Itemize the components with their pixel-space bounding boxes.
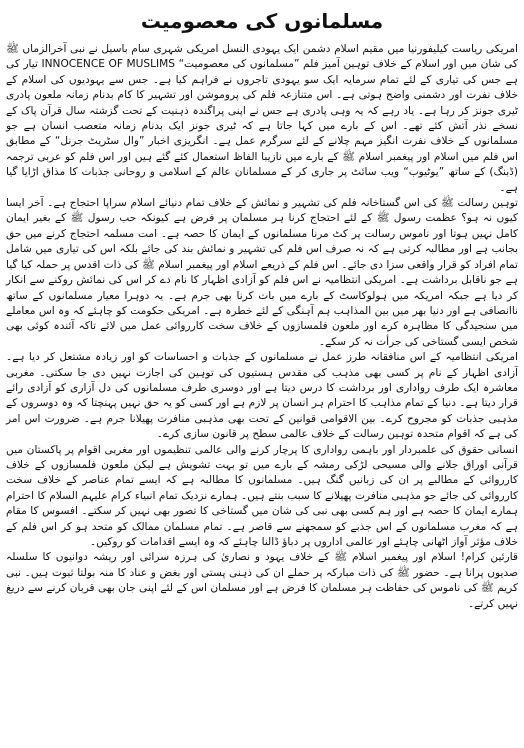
article-paragraph-5: قارئین کرام! اسلام اور پیغمبر اسلام ﷺ کے خلاف یہود و نصاریٰ کی ہرزہ سرائی اور ریشہ دوانیوں کا سلسلہ صدیوں پرانا ہے۔ حضور ﷺ کی ذات مبارکہ پر حملے ان کی ذہنی پستی اور بغض و عناد کا منہ بولتا ثبوت ہیں۔ نبی کریم ﷺ کی ناموس کی حفاظت ہر مسلمان کا فرض ہے اور مسلمان اس کے لئے اپنی جان بھی قربان کرنے سے دریغ نہیں کرتے۔ [6,551,518,610]
article-paragraph-3: امریکی انتظامیہ کے اس منافقانہ طرز عمل نے مسلمانوں کے جذبات و احساسات کو اور زیادہ مشتعل کر دیا ہے۔ آزادی اظہار کے نام پر کسی بھی مذہب کی مقدس ہستیوں کی توہین کی اجازت نہیں دی جا سکتی۔ مغربی معاشرہ ایک طرف رواداری اور برداشت کا درس دیتا ہے اور دوسری طرف مسلمانوں کی دل آزاری کو آزادی رائے قرار دیتا ہے۔ دنیا کے تمام مذاہب کا احترام ہر انسان پر لازم ہے اور کسی کو یہ حق نہیں پہنچتا کہ وہ دوسروں کے مذہبی جذبات کو مجروح کرے۔ بین الاقوامی قوانین کے تحت بھی مذہبی منافرت پھیلانا جرم ہے۔ ضرورت اس امر کی ہے کہ اقوام متحدہ توہین رسالت کے خلاف عالمی سطح پر قانون سازی کرے۔ [6,351,518,441]
article-title: مسلمانوں کی معصومیت [140,9,384,33]
article-body [6,42,518,612]
article-paragraph-2: توہین رسالت ﷺ کی اس گستاخانہ فلم کی تشہیر و نمائش کے خلاف تمام دنیائے اسلام سراپا احتجاج ہے۔ آخر ایسا کیوں نہ ہو؟ عظمت رسول ﷺ کے لئے احتجاج کرنا ہر مسلمان پر فرض ہے کیونکہ حب رسول ﷺ کے بغیر ایمان کامل نہیں ہوتا اور ناموس رسالت پر کٹ مرنا مسلمانوں کے ایمان کا حصہ ہے۔ امت مسلمہ احتجاج کرنے میں حق بجانب ہے اور مطالبہ کرتی ہے کہ نہ صرف اس فلم کی تشہیر و نمائش بند کی جائے بلکہ اس کی تیاری میں شامل تمام افراد کو قرار واقعی سزا دی جائے۔ اس فلم کے ذریعے اسلام اور پیغمبر اسلام ﷺ کی ذات اقدس پر حملہ کیا گیا ہے جو ناقابل برداشت ہے۔ امریکی انتظامیہ نے اس فلم کو آزادی اظہار کا نام دے کر اس کی نمائش روکنے سے انکار کر دیا ہے جبکہ امریکہ میں ہولوکاسٹ کے بارے میں بات کرنا بھی جرم ہے۔ یہ دوہرا معیار مسلمانوں کے ساتھ ناانصافی ہے اور دنیا بھر میں بین المذاہب ہم آہنگی کے لئے خطرہ ہے۔ امریکی حکومت کو چاہئے کہ وہ اس معاملے میں سنجیدگی کا مظاہرہ کرے اور ملعون فلمسازوں کے خلاف سخت کارروائی عمل میں لائے تاکہ آئندہ کوئی بھی شخص ایسی گستاخی کی جرأت نہ کر سکے۔ [6,197,518,348]
article-paragraph-1: امریکی ریاست کیلیفورنیا میں مقیم اسلام دشمن ایک یہودی النسل امریکی شہری سام باسیل نے نبی آخرالزماں ﷺ کی شان میں اور اسلام کے خلاف توہین آمیز فلم ”مسلمانوں کی معصومیت“ INNOCENCE OF MUSLIMS تیار کی ہے جس کی تیاری کے لئے تمام سرمایہ ایک سو یہودی تاجروں نے فراہم کیا ہے۔ جس سے یہودیوں کی اسلام کے خلاف نفرت اور دشمنی واضح ہوتی ہے۔ اس متنازعہ فلم کی پروموشن اور تشہیر کا کام بدنام زمانہ ملعون پادری ٹیری جونز کر رہا ہے۔ یاد رہے کہ یہ وہی پادری ہے جس نے اپنی پراگندہ ذہنیت کے تحت گزشتہ سال قرآن پاک کے نسخے نذر آتش کئے تھے۔ اس کے بارے میں کہا جاتا ہے کہ ٹیری جونز ایک بدنام زمانہ متعصب انسان ہے جو مسلمانوں کے خلاف نفرت انگیز مہم چلانے کے لئے سرگرم عمل ہے۔ انگریزی اخبار ”وال سٹریٹ جرنل“ کے مطابق اس فلم میں اسلام اور پیغمبر اسلام ﷺ کے بارے میں نازیبا الفاظ استعمال کئے گئے ہیں اور اس فلم کو عربی ترجمہ (ڈبنگ) کے ساتھ ”یوٹیوب“ ویب سائٹ پر جاری کر کے مسلمانان عالم کے اسلامی و روحانی جذبات کا مذاق اڑایا گیا ہے۔ [6,43,518,194]
article-paragraph-4: انسانی حقوق کی علمبردار اور باہمی رواداری کا پرچار کرنے والی عالمی تنظیموں اور مغربی اقوام پر پاکستان میں قرآنی اوراق جلانے والی مسیحی لڑکی رمشہ کے بارے میں تو بہت تشویش ہے لیکن ملعون فلمسازوں کے خلاف کارروائی کے مطالبے پر ان کی زبانیں گنگ ہیں۔ مسلمانوں کا مطالبہ ہے کہ ایسے تمام عناصر کے خلاف سخت کارروائی کی جائے جو مذہبی منافرت پھیلانے کا سبب بنتے ہیں۔ ہمارے نزدیک تمام انبیاء کرام علیہم السلام کا احترام ہمارے ایمان کا حصہ ہے اور ہم کسی بھی نبی کی شان میں گستاخی کا تصور بھی نہیں کر سکتے۔ افسوس کا مقام ہے کہ مغرب مسلمانوں کے اس جذبے کو سمجھنے سے قاصر ہے۔ تمام مسلمان ممالک کو متحد ہو کر اس فلم کے خلاف مؤثر آواز اٹھانی چاہئے اور عالمی اداروں پر دباؤ ڈالنا چاہئے کہ وہ ایسے اقدامات کو روکیں۔ [6,443,518,548]
